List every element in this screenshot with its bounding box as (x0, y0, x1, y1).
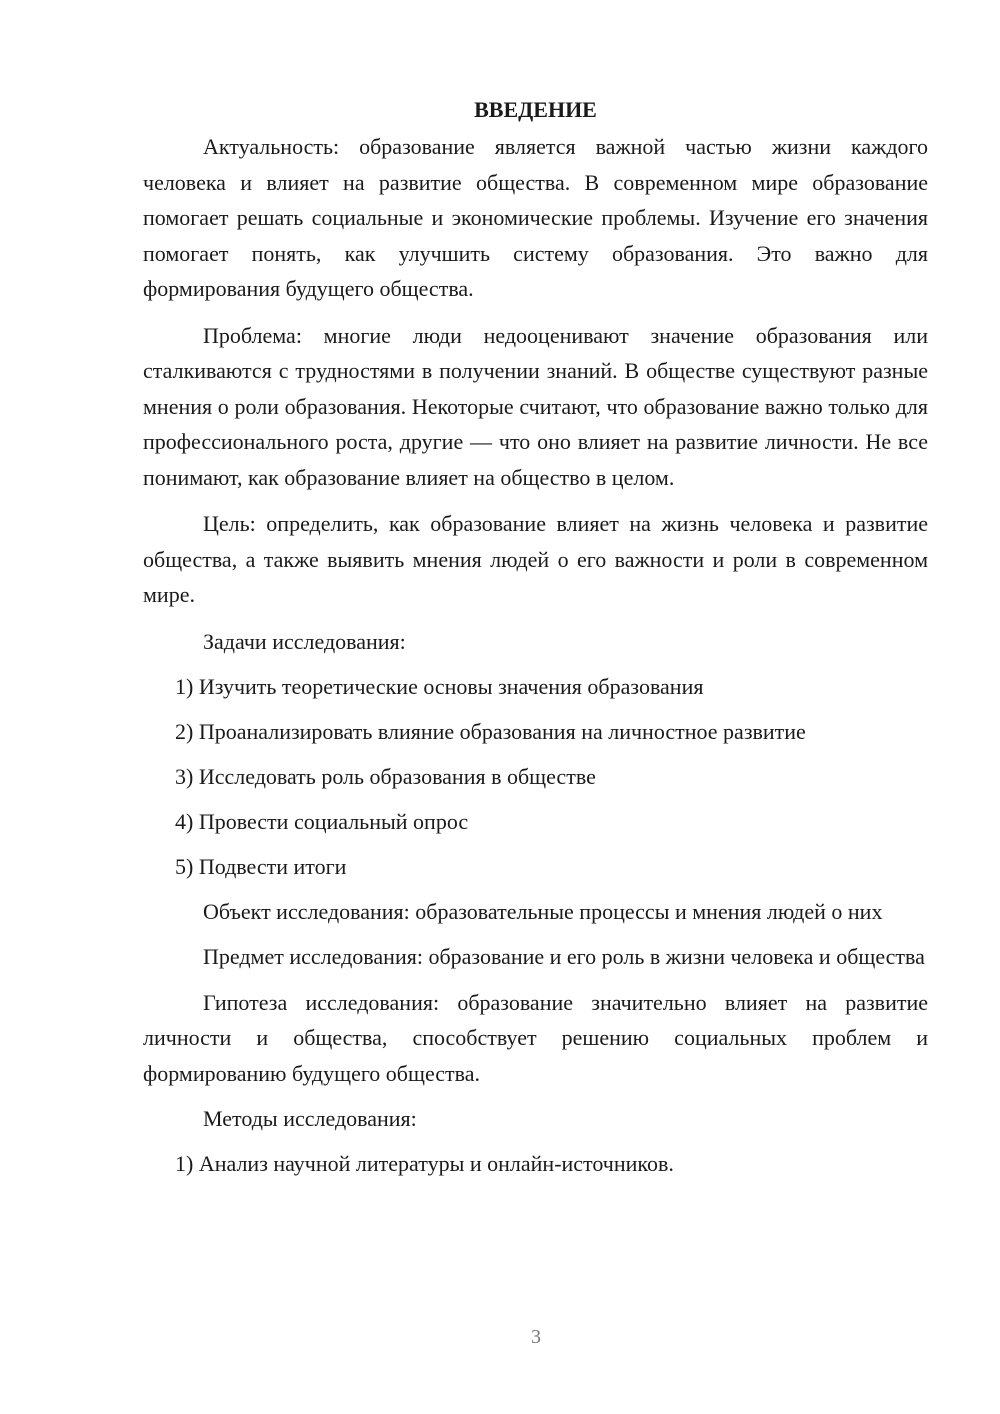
page-number: 3 (531, 1326, 541, 1348)
relevance-paragraph: Актуальность: образование является важной частью жизни каждого человека и влияет на развитие общества. В современном мире образование помогает решать социальные и экономические проблемы. Изучение его значения помогает понять, как улучшить систему образования. Это важно для формирования будущего общества. (143, 134, 928, 301)
list-item: 3) Исследовать роль образования в обществе (175, 763, 596, 789)
document-title: ВВЕДЕНИЕ (474, 97, 597, 122)
list-item: 1) Изучить теоретические основы значения образования (175, 673, 704, 699)
tasks-heading: Задачи исследования: (203, 628, 406, 654)
list-item: 2) Проанализировать влияние образования на личностное развитие (175, 718, 806, 744)
object-paragraph: Объект исследования: образовательные процессы и мнения людей о них (203, 898, 883, 924)
goal-paragraph: Цель: определить, как образование влияет на жизнь человека и развитие общества, а также выявить мнения людей о его важности и роли в современном мире. (143, 511, 928, 607)
methods-heading: Методы исследования: (203, 1106, 417, 1131)
document-page (143, 92, 928, 1191)
methods-list (143, 1146, 928, 1181)
list-item: 1) Анализ научной литературы и онлайн-источников. (175, 1151, 674, 1176)
tasks-list (143, 669, 928, 884)
problem-paragraph: Проблема: многие люди недооценивают значение образования или сталкиваются с трудностями в получении знаний. В обществе существуют разные мнения о роли образования. Некоторые считают, что образование важно только для профессионального роста, другие — что оно влияет на развитие личности. Не все понимают, как образование влияет на общество в целом. (143, 322, 928, 490)
hypothesis-paragraph: Гипотеза исследования: образование значительно влияет на развитие личности и общества, способствует решению социальных проблем и формированию будущего общества. (143, 989, 928, 1086)
subject-paragraph: Предмет исследования: образование и его роль в жизни человека и общества (203, 944, 925, 969)
list-item: 4) Провести социальный опрос (175, 808, 469, 834)
list-item: 5) Подвести итоги (175, 853, 347, 879)
